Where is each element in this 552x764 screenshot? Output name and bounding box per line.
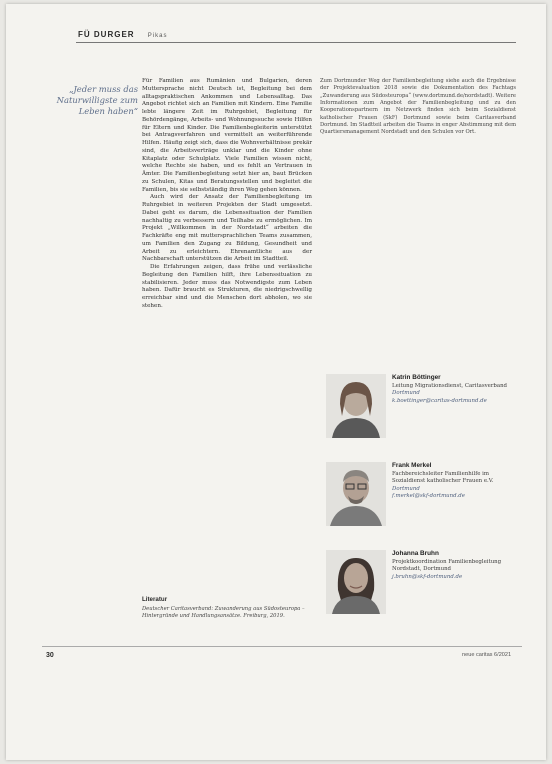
- author-line: Fachbereichsleiter Familienhilfe im: [392, 471, 489, 478]
- author-info: [392, 550, 522, 581]
- section-title: FÜ DURGER: [78, 30, 135, 39]
- author-card: [326, 374, 526, 446]
- author-email: k.boettinger@caritas-dortmund.de: [392, 397, 487, 404]
- author-name: Johanna Bruhn: [392, 550, 439, 557]
- author-email: f.merkel@skf-dortmund.de: [392, 492, 465, 499]
- main-text-column: [142, 78, 312, 311]
- author-photo: [326, 550, 386, 614]
- author-name: Katrin Böttinger: [392, 374, 441, 381]
- paragraph: Für Familien aus Rumänien und Bulgarien, deren Muttersprache nicht Deutsch ist, Begleitung bei dem alltagspraktischen Ankommen und Lebensalltag. Das Angebot richtet sich an Familien mit Kindern. Eine Familie lebte längere Zeit im Ruhrgebiet, Begleitung für Behördengänge, Arbeits- und Wohnungssuche sowie Hilfen für Eltern und Kinder. Die Familienbegleiterin unterstützt bei Antragsverfahren und vermittelt an weiterführende Hilfen. Häufig zeigt sich, dass die Wohnverhältnisse prekär sind, die Arbeitsverträge unklar und die Kinder ohne Kitaplatz oder Schulplatz. Viele Familien wissen nicht, welche Rechte sie haben, und es fehlt an Vertrauen in Ämter. Die Familienbegleitung setzt hier an, baut Brücken zu Schulen, Kitas und Beratungsstellen und begleitet die Familien, bis sie selbstständig ihren Weg gehen können.: [142, 78, 312, 193]
- author-line: Leitung Migrationsdienst, Caritasverband: [392, 383, 508, 390]
- page-header: [78, 30, 167, 39]
- notes-text: Zum Dortmunder Weg der Familienbegleitung siehe auch die Ergebnisse der Projektevaluation 2018 sowie die Dokumentation des Fachtags „Zuwanderung aus Südosteuropa“ (www.dortmund.de/nordstadt). Weitere Informationen zum Angebot der Familienbegleitung und zu den Kooperationspartnern im Netzwerk finden sich beim Sozialdienst katholischer Frauen (SkF) Dortmund sowie beim Caritasverband Dortmund. Im Stadtteil arbeiten die Teams in enger Abstimmung mit dem Quartiersmanagement Nordstadt und den Schulen vor Ort.: [320, 78, 516, 136]
- author-photo: [326, 374, 386, 438]
- author-line: Dortmund: [392, 485, 420, 492]
- author-info: [392, 374, 522, 405]
- literature-heading: Literatur: [142, 596, 168, 603]
- magazine-page: [6, 4, 546, 760]
- author-photo: [326, 462, 386, 526]
- author-card: [326, 550, 526, 622]
- author-line: Nordstadt, Dortmund: [392, 566, 451, 573]
- author-line: Projektkoordination Familienbegleitung: [392, 559, 502, 566]
- paragraph: Auch wird der Ansatz der Familienbegleitung im Ruhrgebiet in weiteren Projekten der Stadt umgesetzt. Dabei geht es darum, die Lebenssituation der Familien nachhaltig zu verbessern und Teilhabe zu ermöglichen. Im Projekt „Willkommen in der Nordstadt“ arbeiten die Fachkräfte eng mit muttersprachlichen Teams zusammen, um Familien den Zugang zu Bildung, Gesundheit und Arbeit zu erleichtern. Ehrenamtliche aus der Nachbarschaft unterstützen die Arbeit im Stadtteil.: [142, 194, 312, 263]
- pull-quote: „Jeder muss das Naturwilligste zum Leben haben“: [56, 84, 138, 116]
- author-email: j.bruhn@skf-dortmund.de: [392, 573, 463, 580]
- author-line: Sozialdienst katholischer Frauen e.V.: [392, 478, 494, 485]
- paragraph: Die Erfahrungen zeigen, dass frühe und verlässliche Begleitung den Familien hilft, ihre Lebenssituation zu stabilisieren. Jeder muss das Notwendigste zum Leben haben. Dafür braucht es Strukturen, die niedrigschwellig erreichbar sind und die Menschen dort abholen, wo sie stehen.: [142, 264, 312, 309]
- author-info: [392, 462, 522, 500]
- issue-label: neue caritas 6/2021: [462, 652, 512, 658]
- footer-rule: [42, 646, 522, 647]
- literature-text: Deutscher Caritasverband: Zuwanderung aus Südosteuropa – Hintergründe und Handlungsansätze. Freiburg, 2019.: [142, 606, 305, 620]
- author-card: [326, 462, 526, 534]
- section-subtitle: Pikas: [147, 33, 168, 39]
- author-name: Frank Merkel: [392, 462, 432, 469]
- page-number: 30: [46, 652, 54, 659]
- author-line: Dortmund: [392, 390, 420, 397]
- header-rule: [76, 42, 516, 43]
- notes-column: [320, 78, 516, 137]
